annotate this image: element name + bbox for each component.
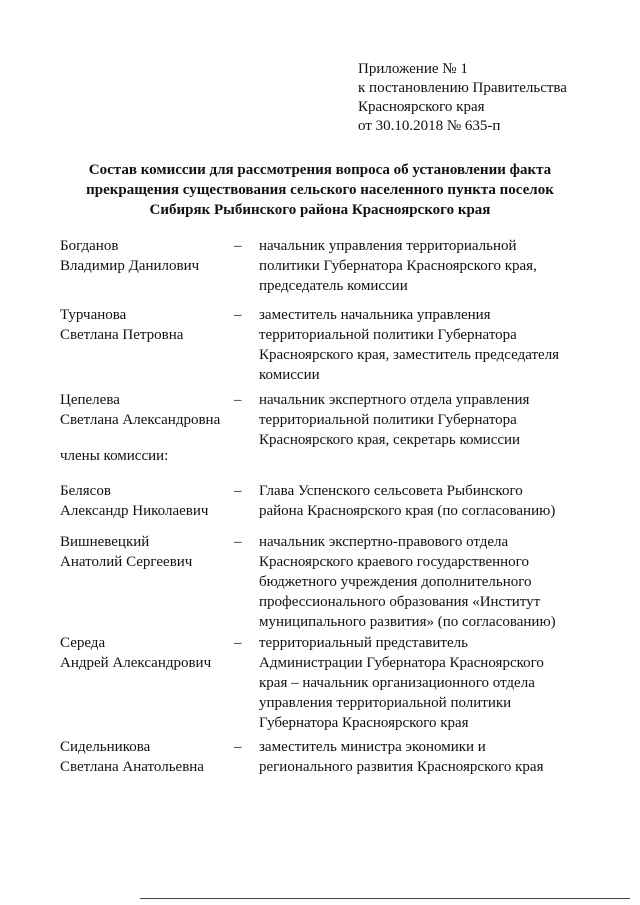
role-line: Красноярского края, секретарь комиссии	[259, 432, 521, 448]
member-role	[259, 737, 579, 777]
role-line: Красноярского краевого государственного	[259, 554, 529, 570]
dash-separator: –	[234, 739, 242, 755]
member-surname: Середа	[60, 635, 106, 651]
appendix-line: к постановлению Правительства	[358, 80, 567, 96]
appendix-line: Приложение № 1	[358, 61, 468, 77]
role-line: Красноярского края, заместитель председателя	[259, 347, 560, 363]
title-line: прекращения существования сельского населенного пункта поселок	[86, 182, 554, 198]
role-line: комиссии	[259, 367, 320, 383]
role-line: управления территориальной политики	[259, 695, 512, 711]
role-line: территориальный представитель	[259, 635, 468, 651]
role-line: Глава Успенского сельсовета Рыбинского	[259, 483, 523, 499]
member-surname: Цепелева	[60, 392, 120, 408]
title-line: Состав комиссии для рассмотрения вопроса об установлении факта	[88, 162, 552, 178]
role-line: территориальной политики Губернатора	[259, 327, 517, 343]
member-name	[60, 305, 183, 345]
role-line: бюджетного учреждения дополнительного	[259, 574, 532, 590]
member-role	[259, 633, 579, 733]
role-line: Администрации Губернатора Красноярского	[259, 655, 544, 671]
dash-separator: –	[234, 635, 242, 651]
appendix-header	[358, 60, 567, 136]
member-given-name: Андрей Александрович	[60, 655, 212, 671]
document-title	[60, 160, 580, 220]
member-name	[60, 532, 192, 572]
dash-separator: –	[234, 307, 242, 323]
role-line: территориальной политики Губернатора	[259, 412, 517, 428]
role-line: регионального развития Красноярского края	[259, 759, 544, 775]
role-line: района Красноярского края (по согласованию)	[259, 503, 556, 519]
member-name	[60, 390, 220, 430]
member-surname: Белясов	[60, 483, 111, 499]
appendix-line: Красноярского края	[358, 99, 485, 115]
role-line: заместитель начальника управления	[259, 307, 491, 323]
member-surname: Богданов	[60, 238, 119, 254]
member-role	[259, 532, 579, 632]
member-name	[60, 737, 204, 777]
member-given-name: Светлана Анатольевна	[60, 759, 204, 775]
dash-separator: –	[234, 483, 242, 499]
member-surname: Турчанова	[60, 307, 127, 323]
member-name	[60, 236, 199, 276]
dash-separator: –	[234, 392, 242, 408]
role-line: политики Губернатора Красноярского края,	[259, 258, 537, 274]
members-section-label: члены комиссии:	[60, 448, 169, 464]
role-line: начальник экспертно-правового отдела	[259, 534, 509, 550]
member-role	[259, 390, 579, 450]
role-line: края – начальник организационного отдела	[259, 675, 535, 691]
member-surname: Сидельникова	[60, 739, 151, 755]
member-name	[60, 633, 211, 673]
role-line: заместитель министра экономики и	[259, 739, 486, 755]
member-given-name: Анатолий Сергеевич	[60, 554, 193, 570]
title-line: Сибиряк Рыбинского района Красноярского края	[149, 202, 491, 218]
member-name	[60, 481, 208, 521]
appendix-line: от 30.10.2018 № 635-п	[358, 118, 501, 134]
role-line: профессионального образования «Институт	[259, 594, 541, 610]
dash-separator: –	[234, 534, 242, 550]
member-surname: Вишневецкий	[60, 534, 150, 550]
role-line: председатель комиссии	[259, 278, 408, 294]
dash-separator: –	[234, 238, 242, 254]
member-role	[259, 236, 579, 296]
member-role	[259, 481, 579, 521]
member-given-name: Светлана Александровна	[60, 412, 221, 428]
member-role	[259, 305, 579, 385]
role-line: начальник управления территориальной	[259, 238, 517, 254]
role-line: Губернатора Красноярского края	[259, 715, 469, 731]
page-bottom-rule	[140, 898, 630, 899]
member-given-name: Светлана Петровна	[60, 327, 184, 343]
role-line: муниципального развития» (по согласованию)	[259, 614, 556, 630]
role-line: начальник экспертного отдела управления	[259, 392, 530, 408]
member-given-name: Александр Николаевич	[60, 503, 209, 519]
member-given-name: Владимир Данилович	[60, 258, 200, 274]
